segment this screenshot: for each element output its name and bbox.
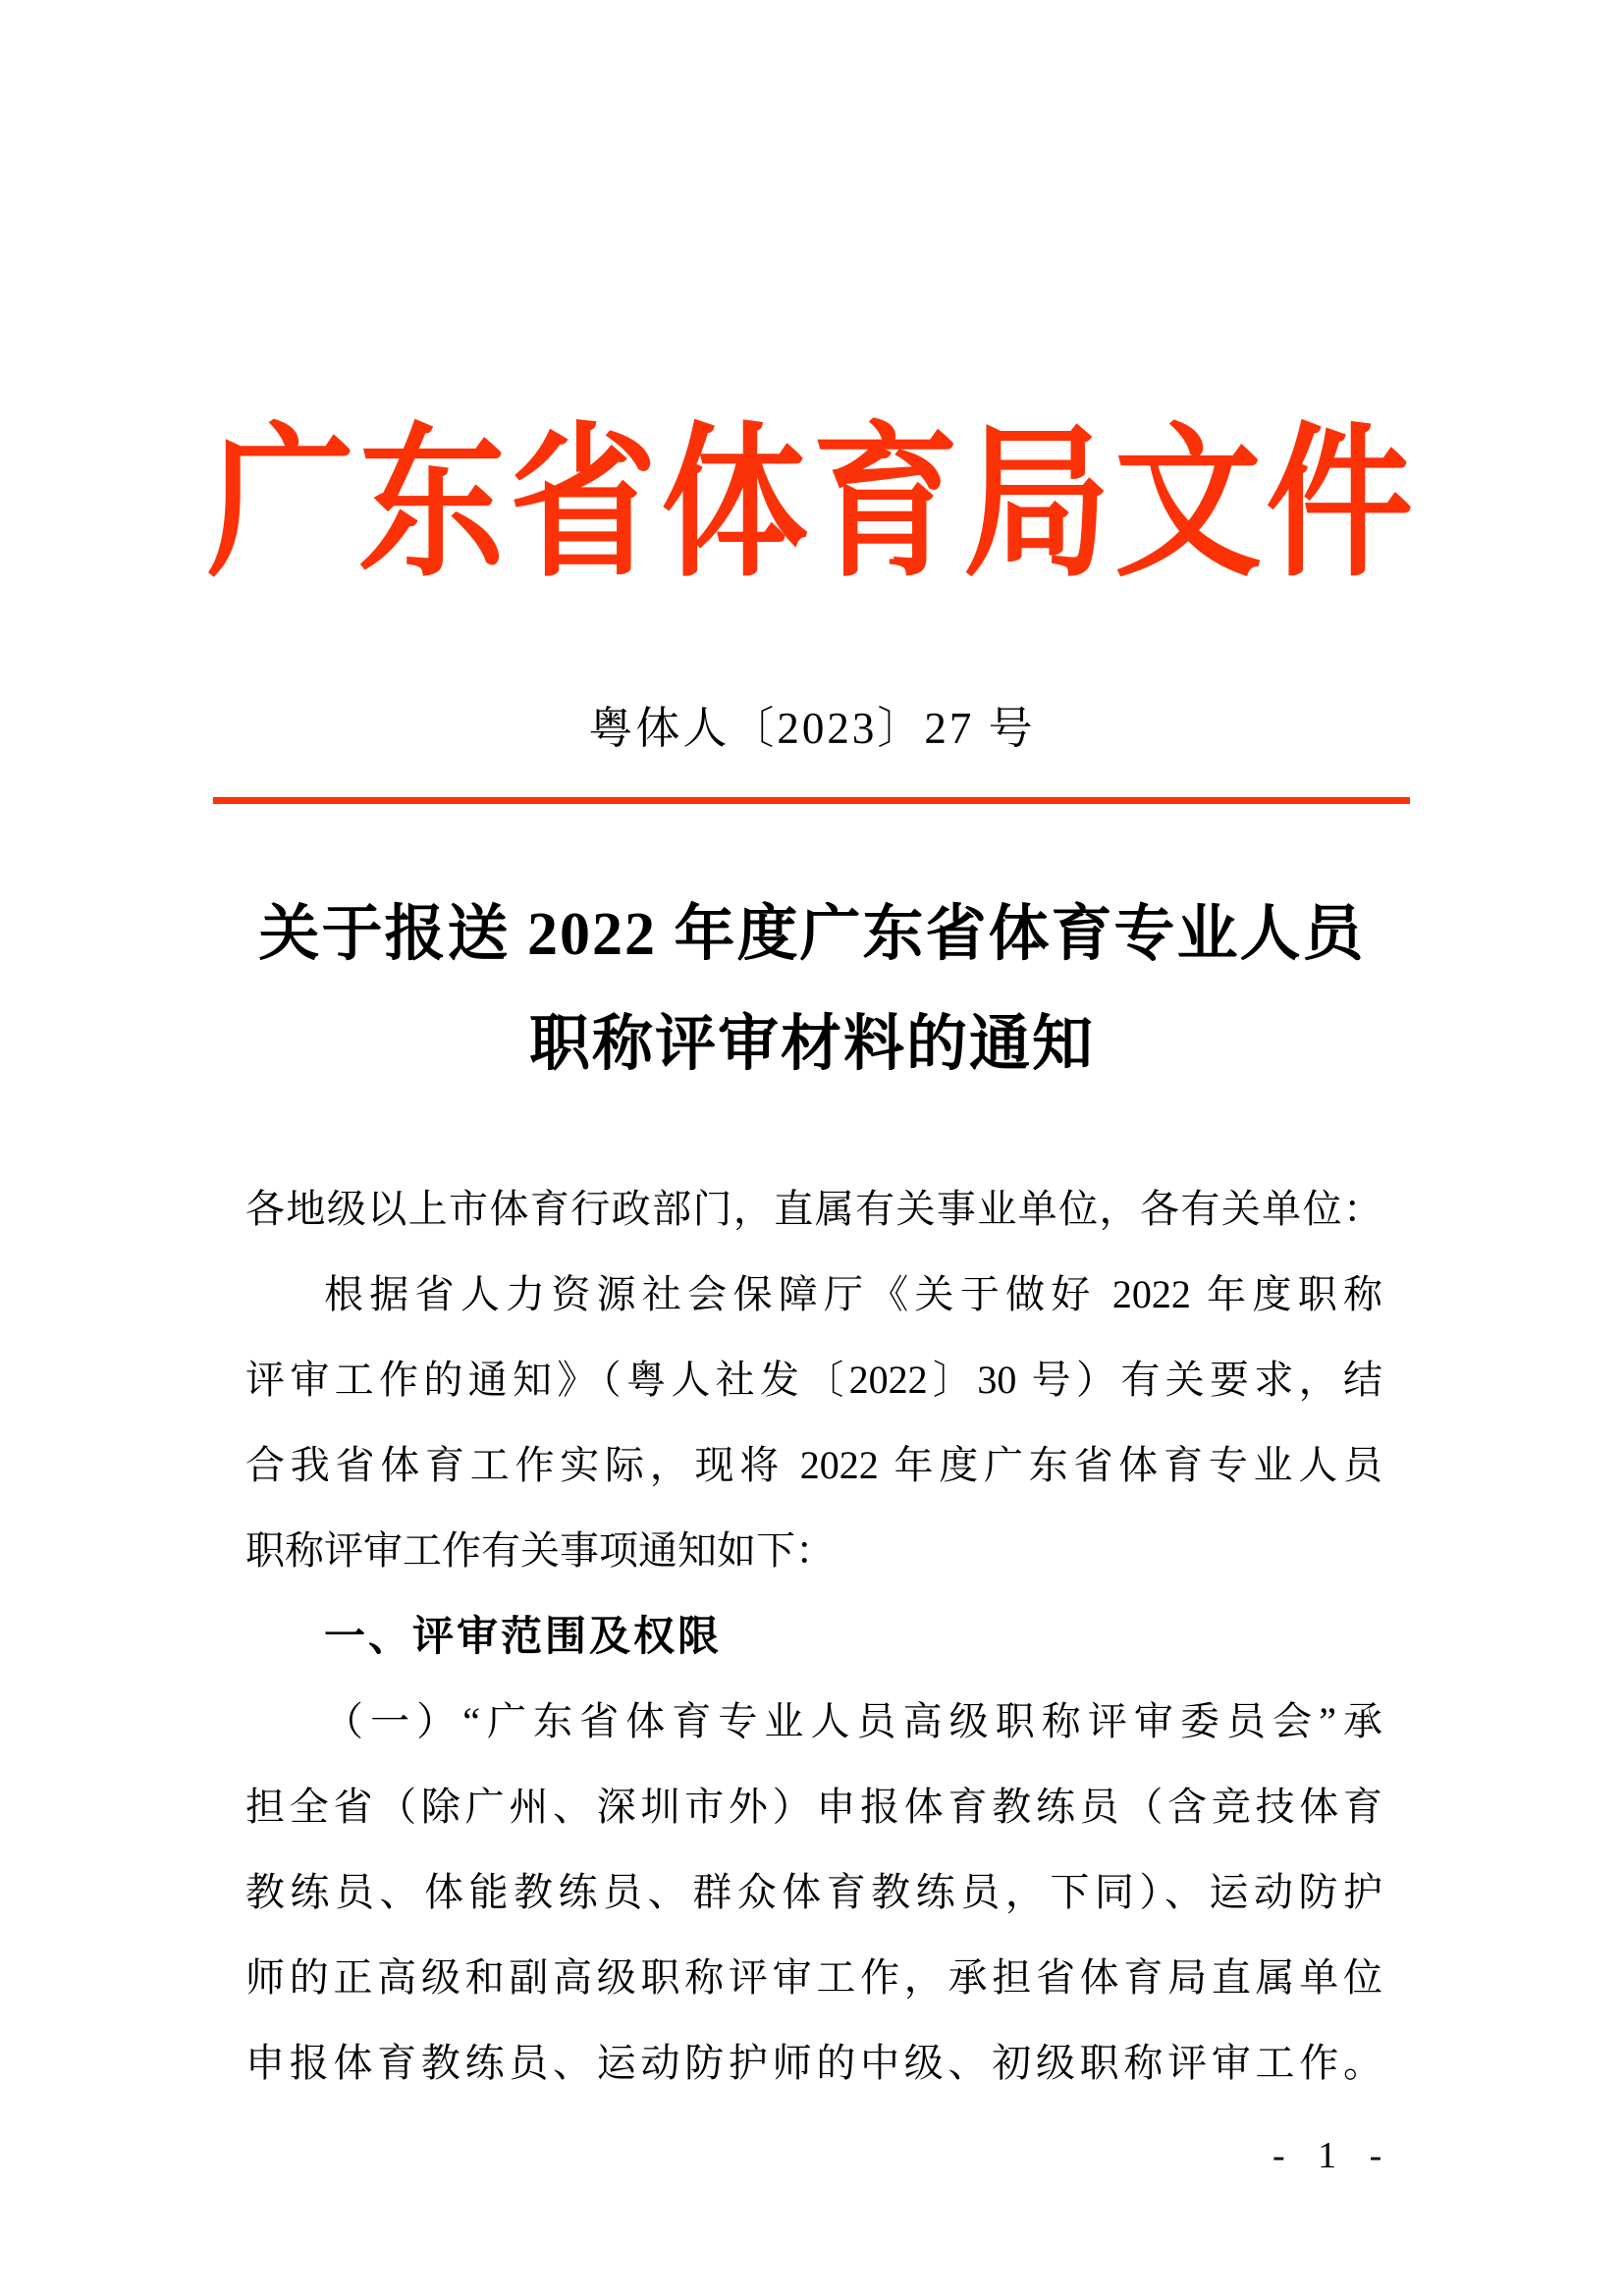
doc-title-line2: 职称评审材料的通知	[528, 1011, 1095, 1078]
red-divider-line	[213, 797, 1410, 804]
doc-number: 粤体人〔2023〕27 号	[588, 704, 1036, 753]
body-line: 各地级以上市体育行政部门，直属有关事业单位，各有关单位：	[245, 1187, 1382, 1231]
body-line: 根据省人力资源社会保障厅《关于做好 2022 年度职称	[324, 1272, 1382, 1316]
body-line: 教练员、体能教练员、群众体育教练员，下同）、运动防护	[245, 1870, 1382, 1914]
page-number: - 1 -	[1272, 2135, 1388, 2176]
body-line: 合我省体育工作实际，现将 2022 年度广东省体育专业人员	[245, 1443, 1382, 1487]
agency-header-title: 广东省体育局文件	[206, 413, 1417, 597]
body-line: （一）“广东省体育专业人员高级职称评审委员会”承	[324, 1699, 1382, 1743]
body-line: 评审工作的通知》（粤人社发〔2022〕30 号）有关要求，结	[245, 1358, 1382, 1402]
body-line: 担全省（除广州、深圳市外）申报体育教练员（含竞技体育	[245, 1785, 1382, 1829]
body-line: 师的正高级和副高级职称评审工作，承担省体育局直属单位	[245, 1955, 1382, 2000]
doc-body	[245, 1166, 1382, 2106]
doc-title	[0, 880, 1624, 1099]
body-line: 一、评审范围及权限	[324, 1613, 723, 1659]
body-line: 申报体育教练员、运动防护师的中级、初级职称评审工作。	[245, 2041, 1382, 2085]
body-line: 职称评审工作有关事项通知如下：	[245, 1528, 835, 1573]
doc-title-line1: 关于报送 2022 年度广东省体育专业人员	[258, 901, 1366, 968]
